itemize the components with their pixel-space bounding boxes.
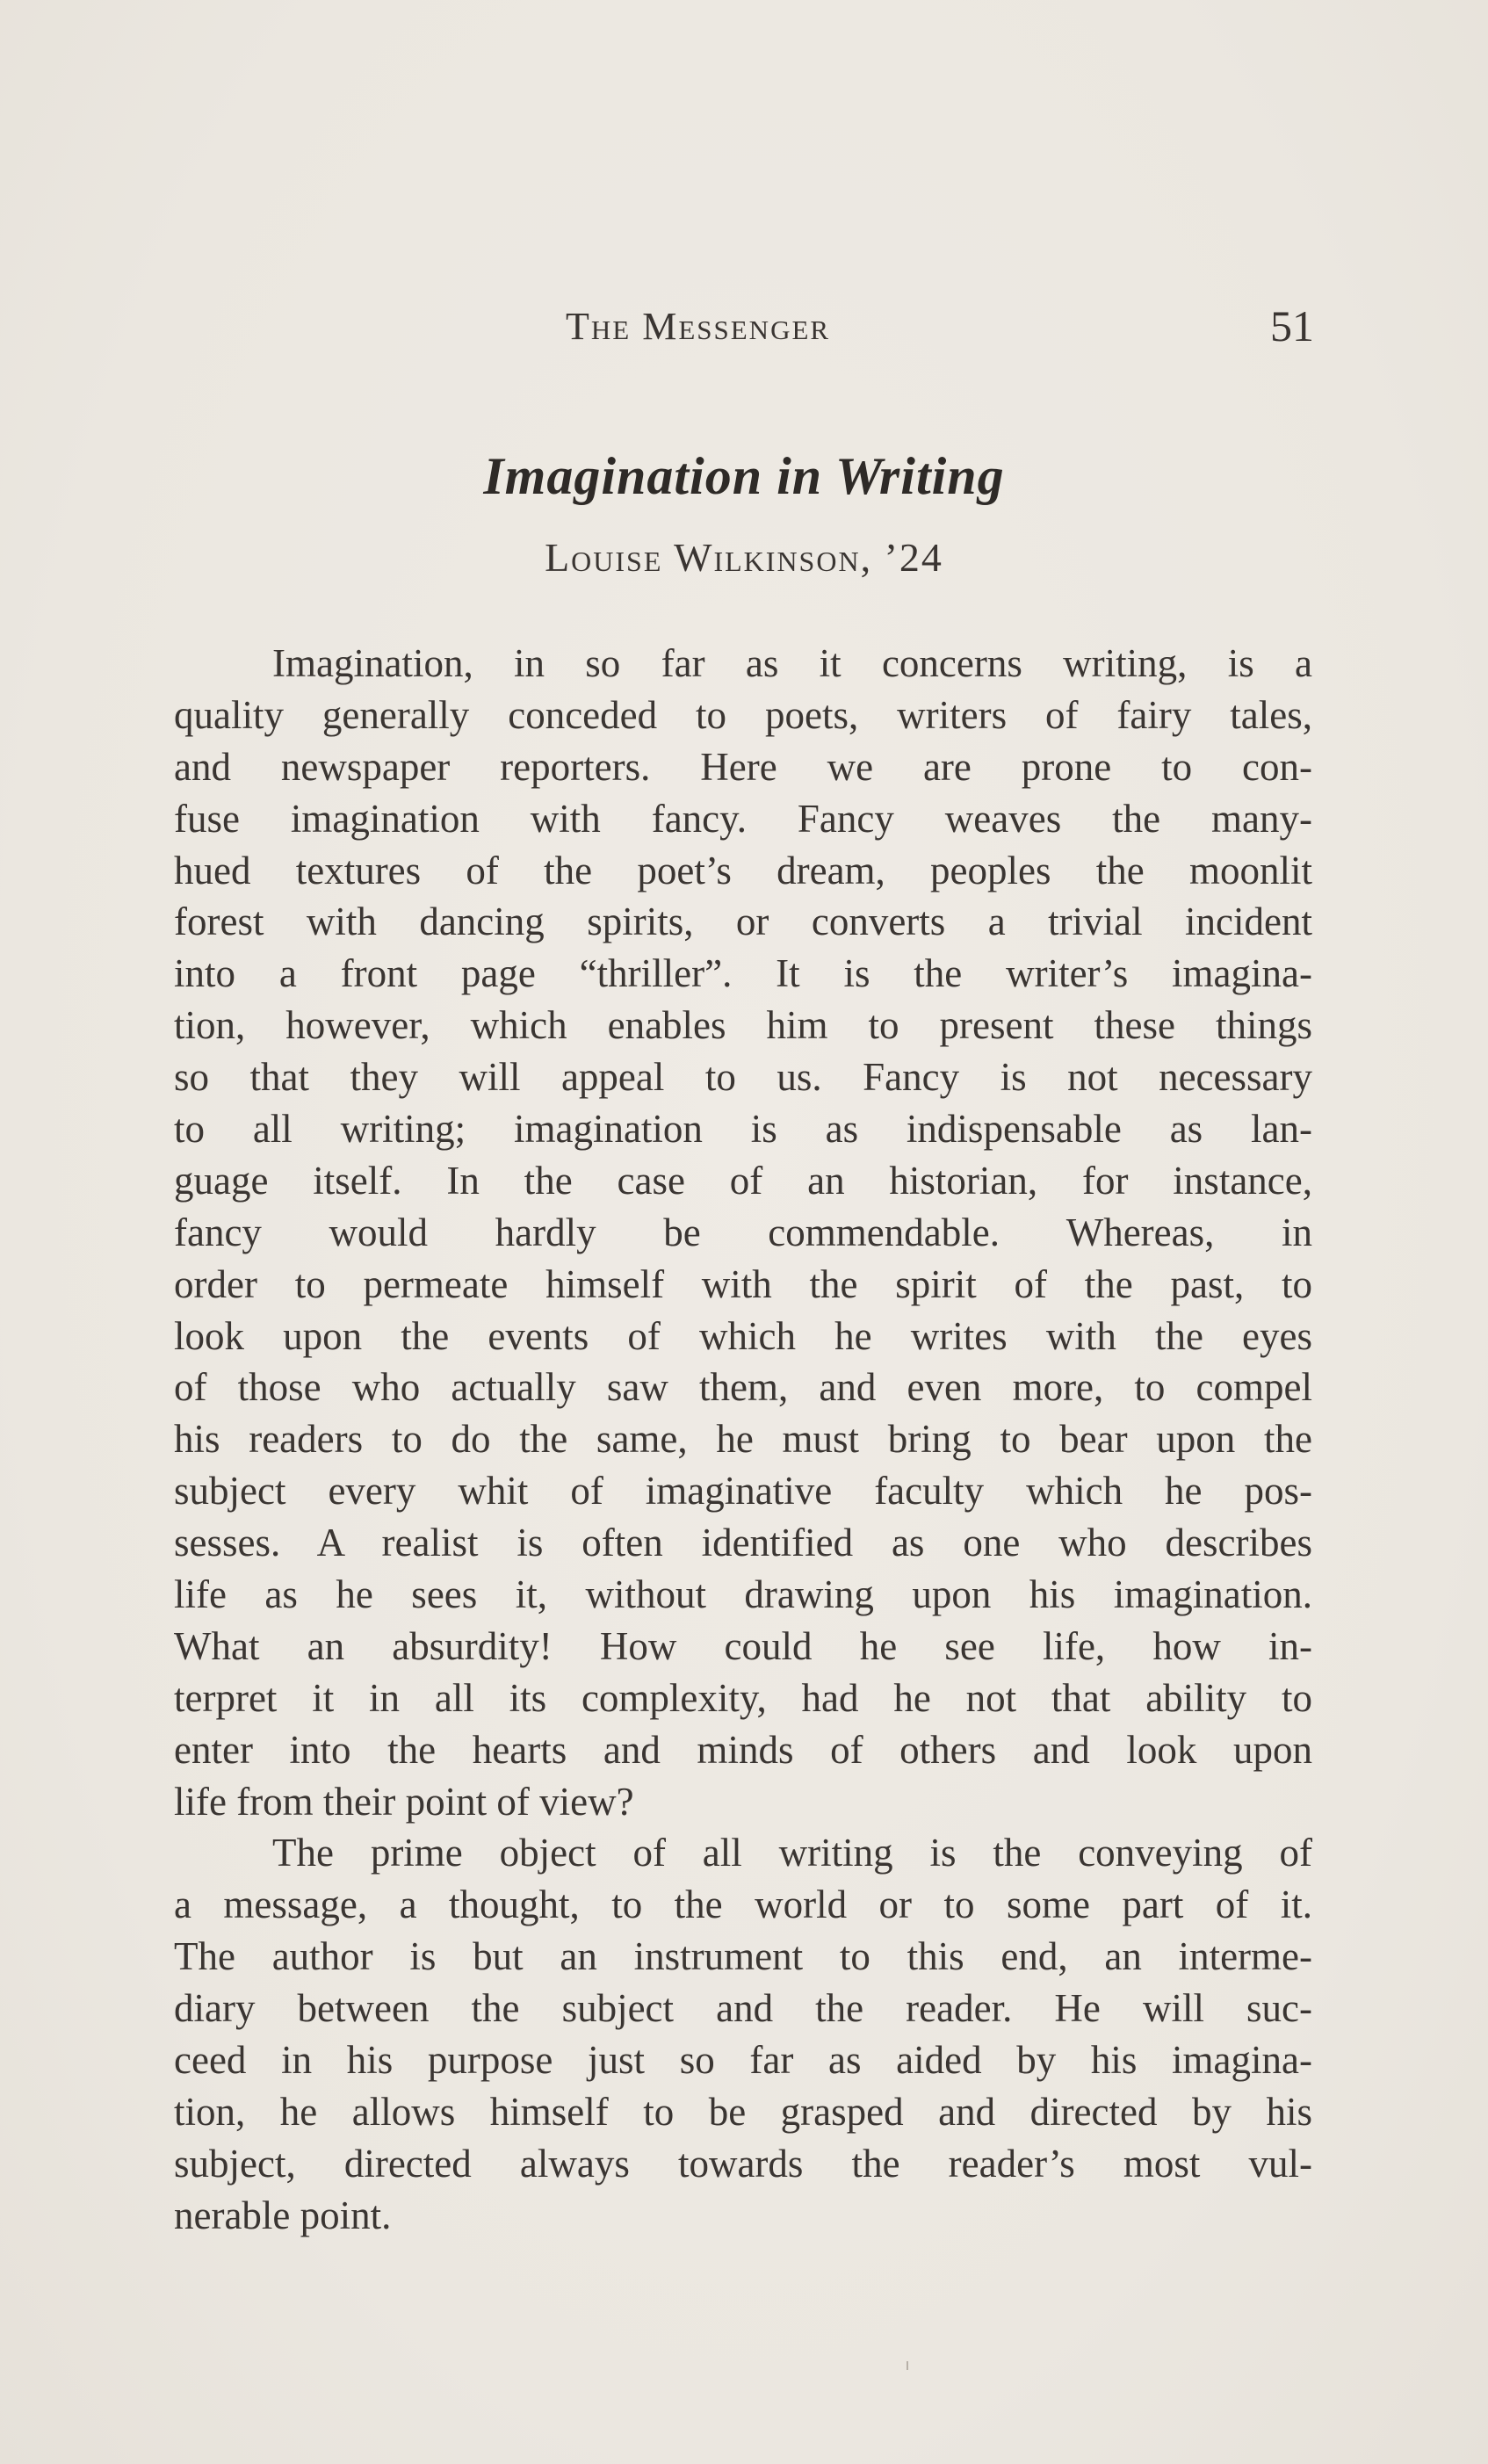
article-author: Louise Wilkinson, ’24 [545,535,943,580]
body-line: fuse imagination with fancy. Fancy weaves the many- [174,796,1312,841]
body-line: a message, a thought, to the world or to some part of it. [174,1882,1312,1927]
body-line: tion, however, which enables him to present these things [174,1003,1312,1048]
body-line: quality generally conceded to poets, writers of fairy tales, [174,692,1312,737]
body-line: diary between the subject and the reader. He will suc- [174,1986,1312,2031]
body-line: ceed in his purpose just so far as aided by his imagina- [174,2038,1312,2083]
running-head [172,295,1314,357]
body-line: subject every whit of imaginative faculty which he pos- [174,1469,1312,1514]
body-line: What an absurdity! How could he see life, how in- [174,1623,1312,1668]
body-line: order to permeate himself with the spirit of the past, to [174,1261,1312,1306]
article-body [174,638,1312,2242]
body-line: life as he sees it, without drawing upon his imagination. [174,1572,1312,1617]
body-line: sesses. A realist is often identified as one who describes [174,1521,1312,1565]
body-line: look upon the events of which he writes with the eyes [174,1313,1312,1358]
body-line: enter into the hearts and minds of others and look upon [174,1727,1312,1772]
body-line: so that they will appeal to us. Fancy is not necessary [174,1055,1312,1100]
body-line: The prime object of all writing is the conveying of [272,1831,1312,1875]
body-line: subject, directed always towards the reader’s most vul- [174,2141,1312,2186]
body-line: fancy would hardly be commendable. Whereas, in [174,1210,1312,1254]
body-line: hued textures of the poet’s dream, peoples the moonlit [174,848,1312,892]
body-line: The author is but an instrument to this end, an interme- [174,1934,1312,1979]
page-number: 51 [1270,301,1314,350]
body-line: of those who actually saw them, and even more, to compel [174,1365,1312,1410]
body-line: into a front page “thriller”. It is the writer’s imagina- [174,951,1312,996]
body-line: his readers to do the same, he must bring to bear upon the [174,1417,1312,1462]
body-line: to all writing; imagination is as indispensable as lan- [174,1107,1312,1152]
body-line: guage itself. In the case of an historian, for instance, [174,1158,1312,1203]
body-line: tion, he allows himself to be grasped and directed by his [174,2089,1312,2134]
paper-speck [907,2361,908,2370]
journal-name: The Messenger [566,305,831,348]
body-line: Imagination, in so far as it concerns writing, is a [272,641,1312,685]
body-line: life from their point of view? [174,1779,634,1824]
body-line: terpret it in all its complexity, had he not that ability to [174,1675,1312,1720]
body-line: forest with dancing spirits, or converts a trivial incident [174,900,1312,944]
article-title: Imagination in Writing [483,447,1005,505]
body-line: nerable point. [174,2193,392,2237]
body-line: and newspaper reporters. Here we are prone to con- [174,744,1312,789]
